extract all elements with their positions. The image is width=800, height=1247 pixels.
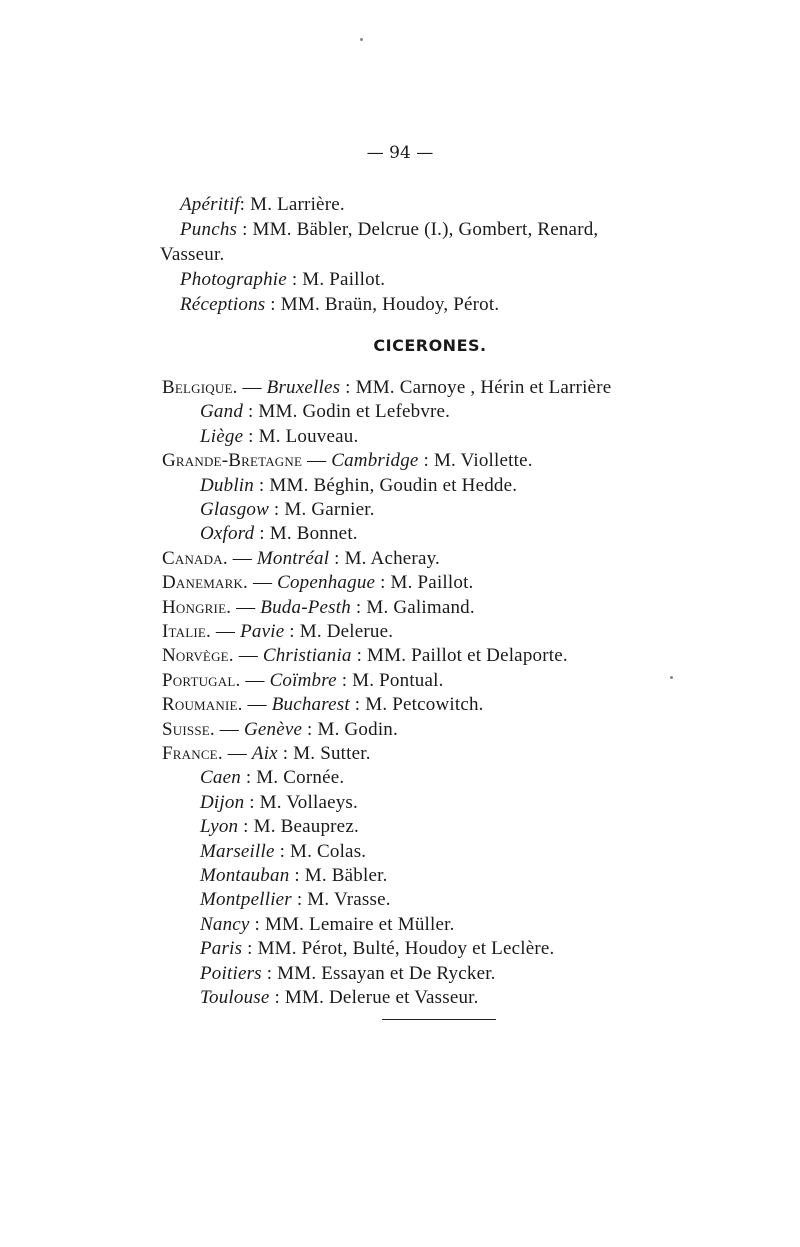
cicerone-names: M. Bonnet.	[269, 523, 358, 544]
cicerone-names: M. Paillot.	[390, 572, 474, 593]
paper-speck	[360, 38, 363, 41]
cicerone-names: MM. Essayan et De Rycker.	[277, 963, 496, 984]
cicerone-names: MM. Carnoye , Hérin et Larrière	[355, 377, 612, 398]
city-name: Lyon	[200, 816, 239, 837]
intro-text: M. Paillot.	[302, 269, 386, 290]
separator: :	[242, 938, 258, 959]
city-name: Pavie	[240, 621, 285, 642]
cicerone-names: M. Vollaeys.	[259, 792, 358, 813]
closing-rule	[382, 1019, 496, 1020]
cicerone-entry	[200, 791, 358, 815]
city-name: Caen	[200, 767, 241, 788]
paper-speck	[670, 676, 673, 679]
city-name: Genève	[243, 719, 303, 740]
cicerone-entry	[162, 693, 484, 717]
separator: :	[289, 865, 305, 886]
intro-line-continuation	[160, 243, 224, 267]
dash: —	[242, 694, 272, 715]
intro-label: Apéritif	[180, 194, 240, 215]
city-name: Montauban	[200, 865, 290, 886]
city-name: Cambridge	[331, 450, 419, 471]
cicerone-names: M. Sutter.	[293, 743, 371, 764]
intro-text: MM. Bäbler, Delcrue (I.), Gombert, Renard,	[252, 219, 599, 240]
cicerone-entry	[162, 449, 533, 473]
city-name: Bucharest	[271, 694, 350, 715]
cicerone-entry	[200, 986, 479, 1010]
cicerone-names: M. Viollette.	[433, 450, 533, 471]
country-name: France.	[162, 743, 223, 764]
separator: :	[269, 987, 285, 1008]
cicerone-names: M. Pontual.	[352, 670, 444, 691]
dash: —	[248, 572, 278, 593]
separator: :	[375, 572, 391, 593]
cicerone-entry	[200, 522, 358, 546]
separator: :	[277, 743, 294, 764]
cicerone-entry	[162, 620, 393, 644]
intro-text: M. Larrière.	[250, 194, 345, 215]
city-name: Copenhague	[277, 572, 376, 593]
intro-text: MM. Braün, Houdoy, Pérot.	[280, 294, 500, 315]
page-number: — 94 —	[366, 143, 434, 163]
country-name: Canada.	[162, 548, 228, 569]
separator: :	[274, 841, 291, 862]
country-name: Grande-Bretagne	[162, 450, 303, 471]
section-heading: CICERONES.	[373, 336, 487, 355]
separator: :	[249, 914, 265, 935]
country-name: Norvège.	[162, 645, 234, 666]
city-name: Aix	[251, 743, 278, 764]
cicerone-names: M. Garnier.	[284, 499, 375, 520]
city-name: Paris	[200, 938, 243, 959]
city-name: Gand	[200, 401, 244, 422]
city-name: Montréal	[256, 548, 330, 569]
cicerone-entry	[162, 547, 440, 571]
cicerone-entry	[162, 596, 475, 620]
separator: :	[254, 523, 270, 544]
city-name: Bruxelles	[266, 377, 341, 398]
intro-text: Vasseur.	[160, 244, 225, 265]
cicerone-names: MM. Lemaire et Müller.	[264, 914, 455, 935]
cicerone-entry	[200, 962, 496, 986]
city-name: Christiania	[262, 645, 352, 666]
cicerone-entry	[200, 840, 366, 864]
city-name: Montpellier	[200, 889, 292, 910]
separator: :	[351, 645, 368, 666]
dash: —	[231, 597, 261, 618]
cicerone-entry	[200, 400, 450, 424]
country-name: Italie.	[162, 621, 211, 642]
cicerone-names: MM. Pérot, Bulté, Houdoy et Leclère.	[257, 938, 555, 959]
separator: :	[238, 816, 254, 837]
separator: :	[243, 426, 259, 447]
separator: :	[253, 475, 270, 496]
city-name: Glasgow	[200, 499, 269, 520]
cicerone-entry	[162, 571, 474, 595]
intro-line-punchs: Punchs : MM. Bäbler, Delcrue (I.), Gombert, Renard,	[180, 219, 599, 240]
cicerone-names: MM. Béghin, Goudin et Hedde.	[269, 475, 518, 496]
separator: :	[291, 889, 308, 910]
dash: —	[240, 670, 270, 691]
intro-label: Photographie	[180, 269, 287, 290]
separator: :	[240, 767, 257, 788]
cicerone-entry	[162, 376, 611, 400]
country-name: Danemark.	[162, 572, 248, 593]
cicerone-names: M. Acheray.	[344, 548, 440, 569]
cicerone-names: M. Louveau.	[258, 426, 359, 447]
city-name: Toulouse	[200, 987, 270, 1008]
city-name: Liège	[200, 426, 244, 447]
dash: —	[214, 719, 244, 740]
cicerone-entry	[162, 742, 371, 766]
cicerone-entry	[200, 913, 455, 937]
intro-line-receptions: Réceptions : MM. Braün, Houdoy, Pérot.	[180, 294, 500, 315]
intro-line-photographie: Photographie : M. Paillot.	[180, 269, 386, 290]
separator: :	[340, 377, 356, 398]
cicerone-names: M. Vrasse.	[307, 889, 391, 910]
cicerone-names: M. Bäbler.	[304, 865, 388, 886]
country-name: Roumanie.	[162, 694, 243, 715]
cicerone-entry	[200, 888, 391, 912]
separator: :	[261, 963, 278, 984]
cicerone-entry	[200, 498, 375, 522]
cicerone-entry	[162, 669, 444, 693]
city-name: Dijon	[200, 792, 245, 813]
intro-line-aperitif: Apéritif: M. Larrière.	[180, 194, 345, 215]
cicerone-entry	[200, 815, 359, 839]
cicerone-names: M. Cornée.	[256, 767, 345, 788]
intro-label: Réceptions	[180, 294, 266, 315]
city-name: Marseille	[200, 841, 275, 862]
cicerone-entry	[200, 474, 517, 498]
cicerone-names: M. Petcowitch.	[365, 694, 484, 715]
dash: —	[210, 621, 241, 642]
country-name: Hongrie.	[162, 597, 232, 618]
separator: :	[244, 792, 260, 813]
city-name: Buda-Pesth	[260, 597, 351, 618]
country-name: Suisse.	[162, 719, 215, 740]
separator: :	[268, 499, 285, 520]
cicerone-entry	[200, 766, 344, 790]
city-name: Coïmbre	[269, 670, 337, 691]
cicerone-names: M. Colas.	[290, 841, 367, 862]
dash: —	[237, 377, 267, 398]
cicerone-names: M. Delerue.	[299, 621, 394, 642]
separator: :	[243, 401, 259, 422]
cicerone-entry	[200, 425, 358, 449]
cicerone-names: M. Godin.	[317, 719, 398, 740]
dash: —	[233, 645, 263, 666]
separator: :	[350, 597, 367, 618]
cicerone-entry	[200, 864, 388, 888]
country-name: Belgique.	[162, 377, 238, 398]
cicerone-names: M. Galimand.	[366, 597, 475, 618]
city-name: Dublin	[200, 475, 254, 496]
city-name: Oxford	[200, 523, 255, 544]
intro-label: Punchs	[180, 219, 238, 240]
separator: :	[336, 670, 353, 691]
separator: :	[302, 719, 318, 740]
cicerone-names: MM. Godin et Lefebvre.	[258, 401, 451, 422]
separator: :	[329, 548, 345, 569]
cicerone-names: MM. Delerue et Vasseur.	[284, 987, 479, 1008]
cicerone-names: M. Beauprez.	[253, 816, 359, 837]
separator: :	[349, 694, 366, 715]
cicerone-entry	[162, 718, 398, 742]
cicerone-entry	[162, 644, 568, 668]
dash: —	[302, 450, 332, 471]
city-name: Poitiers	[200, 963, 262, 984]
separator: :	[418, 450, 434, 471]
cicerone-entry	[200, 937, 554, 961]
dash: —	[222, 743, 252, 764]
city-name: Nancy	[200, 914, 250, 935]
cicerone-names: MM. Paillot et Delaporte.	[367, 645, 568, 666]
dash: —	[227, 548, 257, 569]
country-name: Portugal.	[162, 670, 241, 691]
separator: :	[284, 621, 300, 642]
